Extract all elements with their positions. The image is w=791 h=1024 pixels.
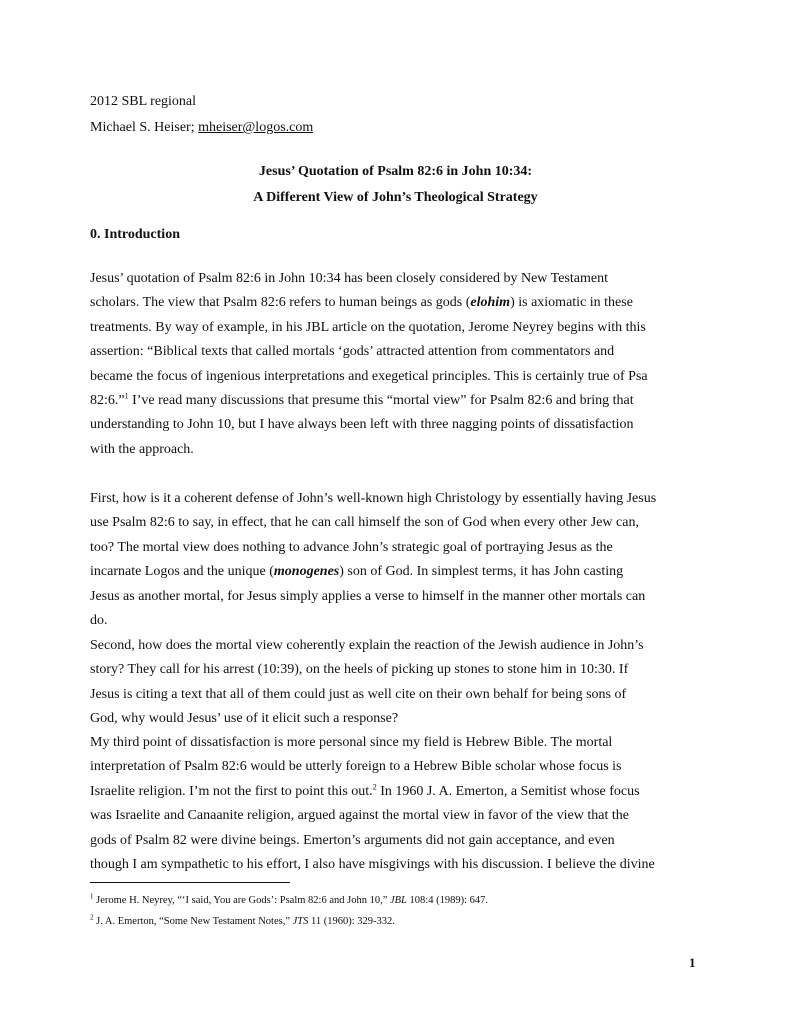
text-line: Second, how does the mortal view coherently explain the reaction of the Jewish audience in John’s bbox=[90, 638, 644, 653]
author-email-link[interactable]: mheiser@logos.com bbox=[198, 120, 314, 135]
text-line: though I am sympathetic to his effort, I also have misgivings with his discussion. I believe the divine bbox=[90, 856, 655, 872]
italic-term: monogenes bbox=[273, 564, 340, 580]
journal-abbrev: JTS bbox=[292, 916, 309, 927]
text-line: assertion: “Biblical texts that called mortals ‘gods’ attracted attention from commentators and bbox=[90, 344, 615, 360]
text-line: use Psalm 82:6 to say, in effect, that he can call himself the son of God when every other Jew can, bbox=[90, 515, 639, 531]
text-line: 82:6.”$^1$ I’ve read many discussions that presume this “mortal view” for Psalm 82:6 and bring that bbox=[90, 391, 634, 408]
conference-line bbox=[90, 93, 196, 111]
italic-term: elohim bbox=[470, 295, 511, 311]
footnote-2: $^2$ J. A. Emerton, “Some New Testament Notes,” JTS 11 (1960): 329-332. bbox=[90, 913, 395, 927]
section-heading: 0. Introduction bbox=[90, 227, 180, 242]
text-line: with the approach. bbox=[90, 441, 194, 457]
paper-title-line-1: Jesus’ Quotation of Psalm 82:6 in John 10:34: bbox=[258, 164, 533, 179]
conference-text: 2012 SBL regional bbox=[90, 94, 197, 109]
paragraph-third-point bbox=[90, 731, 710, 877]
journal-abbrev: JBL bbox=[389, 895, 407, 906]
text-line: was Israelite and Canaanite religion, argued against the mortal view in favor of the view that the bbox=[90, 808, 629, 824]
page-number: 1 bbox=[689, 955, 696, 970]
text-line: treatments. By way of example, in his JBL article on the quotation, Jerome Neyrey begins with this bbox=[90, 319, 646, 335]
paragraph-introduction bbox=[90, 267, 710, 462]
text-line: understanding to John 10, but I have always been left with three nagging points of dissatisfaction bbox=[90, 417, 634, 433]
author-name: Michael S. Heiser; bbox=[90, 120, 199, 135]
footnote-divider bbox=[90, 882, 290, 883]
paper-title-line-2: A Different View of John’s Theological Strategy bbox=[253, 190, 538, 205]
text-line: too? The mortal view does nothing to advance John’s strategic goal of portraying Jesus as the bbox=[90, 539, 613, 555]
text-line: story? They call for his arrest (10:39), on the heels of picking up stones to stone him in 10:30. If bbox=[90, 662, 629, 678]
author-line bbox=[90, 119, 313, 137]
paragraph-first-point bbox=[90, 487, 710, 633]
text-line: Israelite religion. I’m not the first to point this out.$^2$ In 1960 J. A. Emerton, a Semitist whose focus bbox=[90, 782, 640, 799]
footnote-number: 1 bbox=[90, 892, 94, 901]
text-line: God, why would Jesus’ use of it elicit such a response? bbox=[90, 711, 399, 727]
footnote-ref-2[interactable]: 2 bbox=[372, 782, 377, 792]
text-line: My third point of dissatisfaction is more personal since my field is Hebrew Bible. The mortal bbox=[90, 735, 613, 750]
text-line: scholars. The view that Psalm 82:6 refers to human beings as gods (elohim) is axiomatic in these bbox=[90, 295, 633, 311]
text-line: gods of Psalm 82 were divine beings. Emerton’s arguments did not gain acceptance, and even bbox=[90, 832, 615, 848]
text-line: Jesus as another mortal, for Jesus simply applies a verse to himself in the manner other mortals can bbox=[90, 588, 646, 604]
text-line: incarnate Logos and the unique (monogenes) son of God. In simplest terms, it has John casting bbox=[90, 564, 624, 580]
text-line: became the focus of ingenious interpretations and exegetical principles. This is certainly true of Psa bbox=[90, 368, 648, 384]
footnote-number: 2 bbox=[90, 913, 94, 922]
text-line: Jesus is citing a text that all of them could just as well cite on their own behalf for being sons of bbox=[90, 686, 627, 702]
paragraph-second-point bbox=[90, 634, 710, 732]
text-line: do. bbox=[90, 612, 108, 628]
footnote-1: $^1$ Jerome H. Neyrey, “‘I said, You are Gods’: Psalm 82:6 and John 10,” JBL 108:4 (1989): 647. bbox=[90, 892, 488, 906]
text-line: First, how is it a coherent defense of John’s well-known high Christology by essentially having Jesus bbox=[90, 491, 657, 506]
footnote-ref-1[interactable]: 1 bbox=[124, 391, 129, 401]
text-line: interpretation of Psalm 82:6 would be utterly foreign to a Hebrew Bible scholar whose focus is bbox=[90, 759, 622, 775]
text-line: Jesus’ quotation of Psalm 82:6 in John 10:34 has been closely considered by New Testament bbox=[90, 271, 608, 286]
